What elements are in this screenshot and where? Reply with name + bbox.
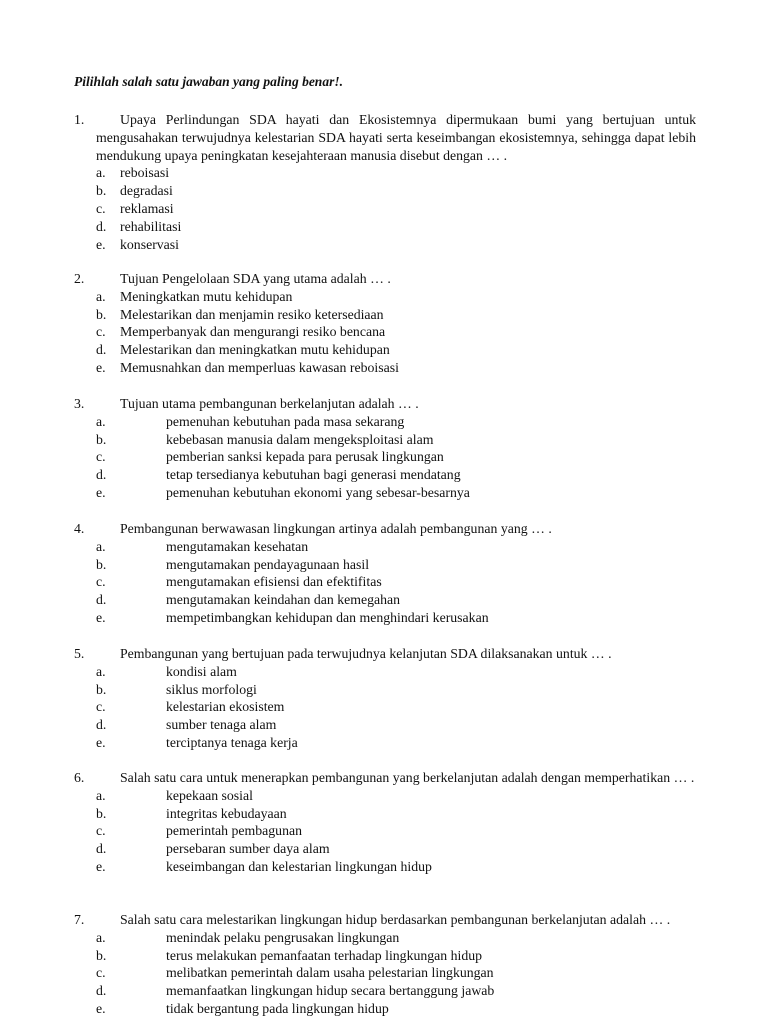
option-c[interactable] [74,323,696,341]
option-b[interactable] [74,182,696,200]
option-letter: e. [96,609,106,625]
option-letter: a. [96,288,106,304]
question-text: Upaya Perlindungan SDA hayati dan Ekosistemnya dipermukaan bumi yang bertujuan untuk mengusahakan terwujudnya kelestarian SDA hayati serta keseimbangan ekosistemnya, sehingga dapat lebih mendukung upaya peningkatan kesejahteraan manusia disebut dengan … . [96,112,696,163]
question-stem [74,270,696,288]
option-text: Melestarikan dan menjamin resiko ketersediaan [120,306,384,322]
option-a[interactable] [74,288,696,306]
question-stem [74,769,696,787]
question-stem [74,645,696,663]
option-letter: a. [96,413,106,429]
option-d[interactable] [74,466,696,484]
option-letter: b. [96,183,107,199]
option-letter: e. [96,1000,106,1016]
option-b[interactable] [74,556,696,574]
option-a[interactable] [74,787,696,805]
option-text: kondisi alam [166,663,237,679]
question-number: 4. [74,521,85,536]
option-b[interactable] [74,681,696,699]
option-letter: a. [96,787,106,803]
option-letter: a. [96,538,106,554]
option-text: reklamasi [120,200,174,216]
option-text: kepekaan sosial [166,787,253,803]
option-c[interactable] [74,573,696,591]
option-letter: d. [96,717,107,733]
option-letter: c. [96,574,106,590]
option-text: pemenuhan kebutuhan ekonomi yang sebesar-besarnya [166,484,470,500]
option-d[interactable] [74,341,696,359]
option-e[interactable] [74,359,696,377]
option-text: Meningkatkan mutu kehidupan [120,288,293,304]
option-text: terciptanya tenaga kerja [166,734,298,750]
question-number: 2. [74,271,85,286]
option-text: mengutamakan efisiensi dan efektifitas [166,574,382,590]
question-text: Pembangunan berwawasan lingkungan artinya adalah pembangunan yang … . [120,521,552,536]
option-text: pemenuhan kebutuhan pada masa sekarang [166,413,405,429]
option-letter: d. [96,342,107,358]
question-stem [74,520,696,538]
option-e[interactable] [74,484,696,502]
option-letter: e. [96,236,106,252]
option-d[interactable] [74,591,696,609]
question-6 [74,769,696,876]
option-letter: e. [96,484,106,500]
option-text: mempetimbangkan kehidupan dan menghindari kerusakan [166,609,489,625]
question-text: Tujuan Pengelolaan SDA yang utama adalah … . [120,271,391,286]
option-letter: a. [96,663,106,679]
option-letter: b. [96,306,107,322]
option-text: mengutamakan kesehatan [166,538,309,554]
option-d[interactable] [74,840,696,858]
option-text: melibatkan pemerintah dalam usaha pelestarian lingkungan [166,965,494,981]
option-letter: d. [96,841,107,857]
option-text: mengutamakan keindahan dan kemegahan [166,592,401,608]
option-a[interactable] [74,663,696,681]
option-letter: c. [96,965,106,981]
option-text: Melestarikan dan meningkatkan mutu kehidupan [120,342,390,358]
option-letter: c. [96,449,106,465]
option-text: memanfaatkan lingkungan hidup secara bertanggung jawab [166,983,495,999]
option-letter: c. [96,699,106,715]
option-letter: c. [96,823,106,839]
option-text: Memperbanyak dan mengurangi resiko bencana [120,324,386,340]
option-text: pemberian sanksi kepada para perusak lingkungan [166,449,444,465]
option-letter: b. [96,431,107,447]
option-text: integritas kebudayaan [166,805,287,821]
option-letter: a. [96,929,106,945]
option-b[interactable] [74,431,696,449]
option-text: rehabilitasi [120,218,182,234]
option-letter: e. [96,858,106,874]
option-letter: d. [96,467,107,483]
option-e[interactable] [74,1000,696,1018]
option-letter: d. [96,983,107,999]
option-c[interactable] [74,964,696,982]
option-b[interactable] [74,306,696,324]
option-text: degradasi [120,183,173,199]
option-b[interactable] [74,947,696,965]
option-b[interactable] [74,805,696,823]
option-letter: b. [96,681,107,697]
option-letter: b. [96,805,107,821]
question-4 [74,520,696,627]
instruction-text: Pilihlah salah satu jawaban yang paling benar!. [74,74,343,89]
option-text: tetap tersedianya kebutuhan bagi generasi mendatang [166,467,461,483]
option-text: mengutamakan pendayagunaan hasil [166,556,370,572]
option-letter: c. [96,324,106,340]
option-letter: d. [96,592,107,608]
question-stem [74,911,696,929]
option-e[interactable] [74,609,696,627]
question-stem [74,395,696,413]
option-text: sumber tenaga alam [166,717,277,733]
question-number: 6. [74,770,85,785]
question-text: Tujuan utama pembangunan berkelanjutan adalah … . [120,396,419,411]
option-d[interactable] [74,716,696,734]
option-text: pemerintah pembagunan [166,823,303,839]
option-letter: b. [96,556,107,572]
option-c[interactable] [74,822,696,840]
option-letter: b. [96,947,107,963]
question-text: Salah satu cara melestarikan lingkungan hidup berdasarkan pembangunan berkelanjutan adalah … . [120,912,671,927]
option-e[interactable] [74,858,696,876]
option-e[interactable] [74,236,696,254]
question-number: 3. [74,396,85,411]
question-2 [74,270,696,377]
option-text: keseimbangan dan kelestarian lingkungan hidup [166,858,432,874]
option-text: reboisasi [120,165,170,181]
option-text: kebebasan manusia dalam mengeksploitasi alam [166,431,434,447]
question-7 [74,911,696,1018]
option-a[interactable] [74,413,696,431]
option-a[interactable] [74,538,696,556]
option-c[interactable] [74,698,696,716]
option-text: konservasi [120,236,180,252]
question-text: Salah satu cara untuk menerapkan pembangunan yang berkelanjutan adalah dengan memperhatikan … . [120,770,695,785]
question-number: 1. [74,112,85,127]
option-text: terus melakukan pemanfaatan terhadap lingkungan hidup [166,947,483,963]
option-letter: e. [96,734,106,750]
question-1 [74,111,696,253]
option-a[interactable] [74,164,696,182]
option-c[interactable] [74,448,696,466]
option-letter: e. [96,359,106,375]
option-letter: a. [96,165,106,181]
question-number: 7. [74,912,85,927]
question-3 [74,395,696,502]
option-text: Memusnahkan dan memperluas kawasan reboisasi [120,359,399,375]
option-text: tidak bergantung pada lingkungan hidup [166,1000,389,1016]
option-a[interactable] [74,929,696,947]
option-text: menindak pelaku pengrusakan lingkungan [166,929,400,945]
option-text: siklus morfologi [166,681,257,697]
option-letter: c. [96,200,106,216]
question-5 [74,645,696,752]
option-text: kelestarian ekosistem [166,699,285,715]
question-number: 5. [74,646,85,661]
option-letter: d. [96,218,107,234]
question-stem [74,111,696,164]
option-e[interactable] [74,734,696,752]
option-c[interactable] [74,200,696,218]
option-d[interactable] [74,218,696,236]
question-text: Pembangunan yang bertujuan pada terwujudnya kelanjutan SDA dilaksanakan untuk … . [120,646,612,661]
option-text: persebaran sumber daya alam [166,841,330,857]
option-d[interactable] [74,982,696,1000]
